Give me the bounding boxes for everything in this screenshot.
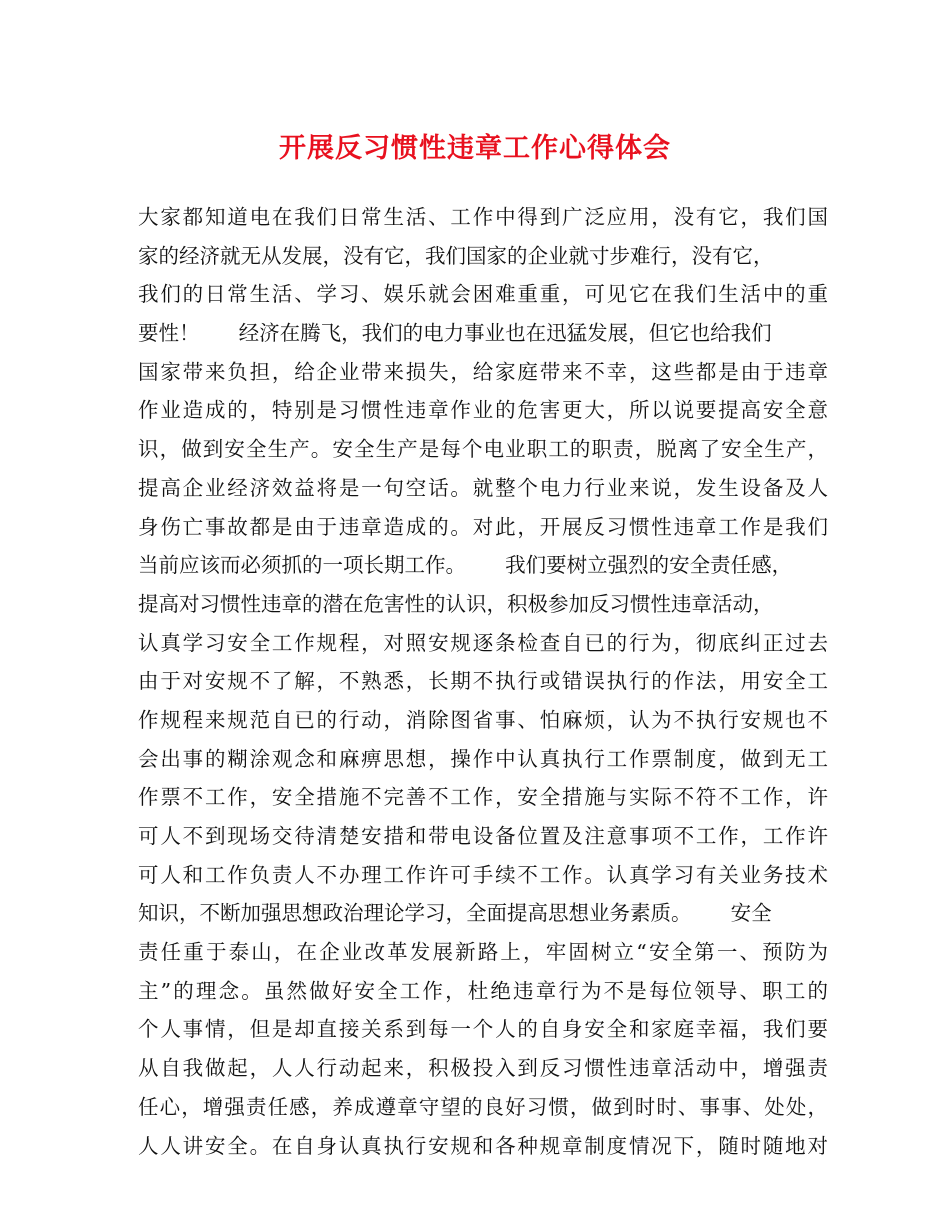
- body-text-line: 人人讲安全。在自身认真执行安规和各种规章制度情况下，随时随地对: [138, 1133, 828, 1158]
- body-text-line: 主”的理念。虽然做好安全工作，杜绝违章行为不是每位领导、职工的: [138, 978, 828, 1003]
- body-text-line: 知识，不断加强思想政治理论学习，全面提高思想业务素质。 安全: [138, 901, 772, 926]
- body-text-line: 作票不工作，安全措施不完善不工作，安全措施与实际不符不工作，许: [138, 785, 828, 810]
- body-text-line: 身伤亡事故都是由于违章造成的。对此，开展反习惯性违章工作是我们: [138, 514, 828, 539]
- body-text-line: 家的经济就无从发展，没有它，我们国家的企业就寸步难行，没有它，: [138, 243, 774, 268]
- body-text-line: 我们的日常生活、学习、娱乐就会困难重重，可见它在我们生活中的重: [138, 282, 828, 307]
- body-text-line: 国家带来负担，给企业带来损失，给家庭带来不幸，这些都是由于违章: [138, 359, 828, 384]
- body-text-line: 提高企业经济效益将是一句空话。就整个电力行业来说，发生设备及人: [138, 475, 828, 500]
- document-title: 开展反习惯性违章工作心得体会: [279, 133, 671, 164]
- body-text-line: 大家都知道电在我们日常生活、工作中得到广泛应用，没有它，我们国: [138, 205, 828, 229]
- body-text-line: 作规程来规范自已的行动，消除图省事、怕麻烦，认为不执行安规也不: [138, 707, 828, 732]
- body-text-line: 会出事的糊涂观念和麻痹思想，操作中认真执行工作票制度，做到无工: [138, 746, 828, 771]
- body-text-line: 当前应该而必须抓的一项长期工作。 我们要树立强烈的安全责任感，: [138, 553, 793, 578]
- body-text-line: 可人不到现场交待清楚安措和带电设备位置及注意事项不工作，工作许: [138, 824, 828, 848]
- body-text-line: 认真学习安全工作规程，对照安规逐条检查自已的行为，彻底纠正过去: [138, 630, 828, 655]
- body-text-line: 从自我做起，人人行动起来，积极投入到反习惯性违章活动中，增强责: [138, 1056, 828, 1081]
- body-text-line: 要性！ 经济在腾飞，我们的电力事业也在迅猛发展，但它也给我们: [138, 321, 772, 346]
- body-text-line: 可人和工作负责人不办理工作许可手续不工作。认真学习有关业务技术: [138, 862, 828, 887]
- body-text-line: 提高对习惯性违章的潜在危害性的认识，积极参加反习惯性违章活动，: [138, 591, 774, 616]
- body-text-line: 任心，增强责任感，养成遵章守望的良好习惯，做到时时、事事、处处，: [138, 1094, 828, 1119]
- document-body: [138, 198, 828, 1165]
- body-text-line: 作业造成的，特别是习惯性违章作业的危害更大，所以说要提高安全意: [138, 398, 828, 423]
- body-text-line: 个人事情，但是却直接关系到每一个人的自身安全和家庭幸福，我们要: [138, 1017, 828, 1042]
- body-text-line: 责任重于泰山，在企业改革发展新路上，牢固树立“安全第一、预防为: [138, 940, 828, 965]
- body-text-line: 由于对安规不了解，不熟悉，长期不执行或错误执行的作法，用安全工: [138, 669, 828, 694]
- body-text-line: 识，做到安全生产。安全生产是每个电业职工的职责，脱离了安全生产，: [138, 437, 828, 462]
